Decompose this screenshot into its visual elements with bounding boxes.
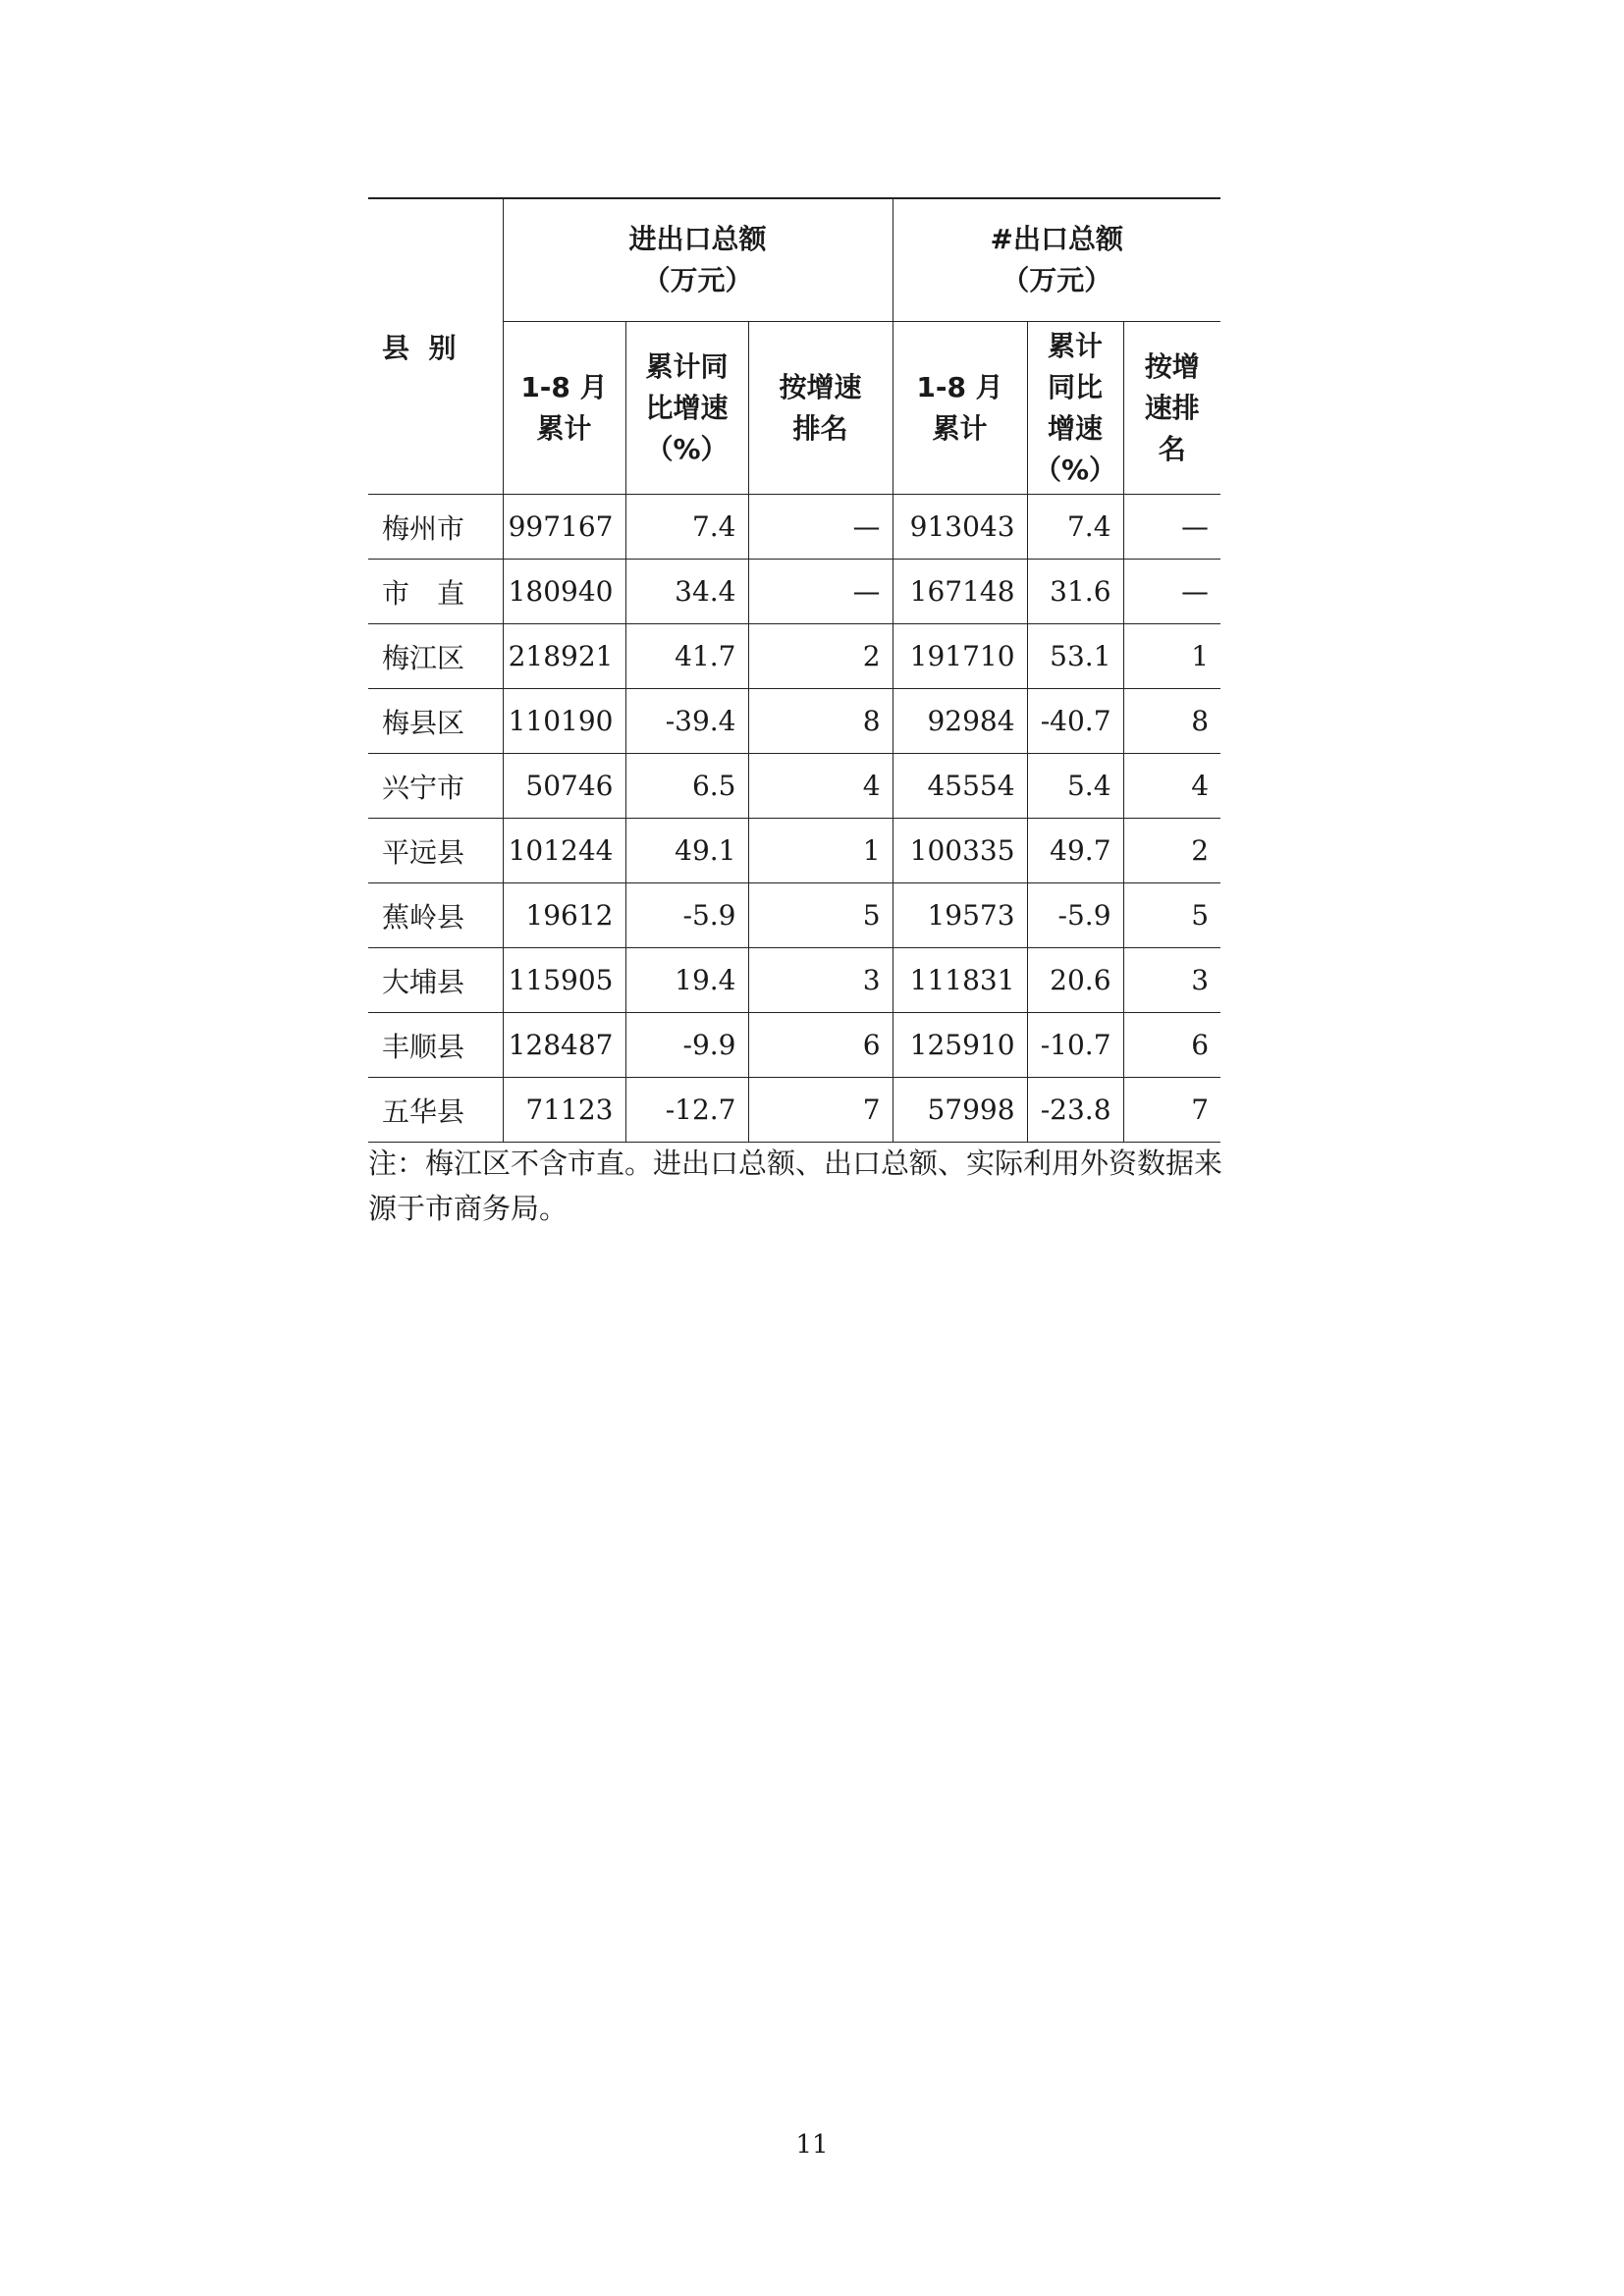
county-cell: 大埔县: [368, 948, 503, 1013]
ie-growth-cell: 19.4: [625, 948, 748, 1013]
table-row: [368, 560, 1220, 624]
group2-unit: （万元）: [1001, 264, 1112, 296]
ex-total-cell: 167148: [893, 560, 1027, 624]
ex-growth-cell: 31.6: [1027, 560, 1123, 624]
ex-growth-header: 累计 同比 增速 （%）: [1027, 322, 1123, 495]
ie-total-cell: 115905: [503, 948, 625, 1013]
ie-total-cell: 71123: [503, 1078, 625, 1143]
ie-rank-header: 按增速 排名: [748, 322, 893, 495]
ie-rank-cell: 8: [748, 689, 893, 754]
ex-growth-cell: -5.9: [1027, 883, 1123, 948]
table-row: [368, 754, 1220, 819]
ex-growth-cell: 49.7: [1027, 819, 1123, 883]
ex-total-cell: 19573: [893, 883, 1027, 948]
table-row: [368, 883, 1220, 948]
ie-rank-cell: 2: [748, 624, 893, 689]
ex-rank-cell: 8: [1123, 689, 1220, 754]
ex-growth-cell: 53.1: [1027, 624, 1123, 689]
ex-total-cell: 111831: [893, 948, 1027, 1013]
county-cell: 蕉岭县: [368, 883, 503, 948]
group-import-export-header: [503, 198, 893, 322]
ie-total-cell: 19612: [503, 883, 625, 948]
ie-total-cell: 218921: [503, 624, 625, 689]
ex-rank-cell: 3: [1123, 948, 1220, 1013]
ie-growth-cell: 49.1: [625, 819, 748, 883]
ex-cumulative-header: 1-8 月 累计: [893, 322, 1027, 495]
ie-growth-header: 累计同 比增速 （%）: [625, 322, 748, 495]
trade-stats-table: [368, 197, 1220, 1143]
group-export-header: [893, 198, 1220, 322]
county-cell: 五华县: [368, 1078, 503, 1143]
county-header: 县 别: [368, 198, 503, 495]
ie-cumulative-header: 1-8 月 累计: [503, 322, 625, 495]
ie-rank-cell: —: [748, 495, 893, 560]
table-row: [368, 948, 1220, 1013]
ex-growth-cell: 20.6: [1027, 948, 1123, 1013]
ex-total-cell: 125910: [893, 1013, 1027, 1078]
county-cell: 梅江区: [368, 624, 503, 689]
page-number: 11: [795, 2130, 829, 2160]
ex-total-cell: 100335: [893, 819, 1027, 883]
ie-rank-cell: 6: [748, 1013, 893, 1078]
ie-total-cell: 101244: [503, 819, 625, 883]
ie-rank-cell: 4: [748, 754, 893, 819]
county-cell: 平远县: [368, 819, 503, 883]
county-cell: 梅州市: [368, 495, 503, 560]
county-cell: 兴宁市: [368, 754, 503, 819]
county-cell: 梅县区: [368, 689, 503, 754]
ex-growth-cell: 7.4: [1027, 495, 1123, 560]
table-row: [368, 1013, 1220, 1078]
ex-growth-cell: -10.7: [1027, 1013, 1123, 1078]
ie-total-cell: 110190: [503, 689, 625, 754]
ie-growth-cell: 6.5: [625, 754, 748, 819]
ie-total-cell: 997167: [503, 495, 625, 560]
table-row: [368, 689, 1220, 754]
group1-unit: （万元）: [642, 264, 753, 296]
ex-total-cell: 45554: [893, 754, 1027, 819]
ex-rank-cell: —: [1123, 560, 1220, 624]
ie-rank-cell: 5: [748, 883, 893, 948]
ex-total-cell: 913043: [893, 495, 1027, 560]
ex-growth-cell: -40.7: [1027, 689, 1123, 754]
ex-total-cell: 92984: [893, 689, 1027, 754]
ie-total-cell: 180940: [503, 560, 625, 624]
ie-rank-cell: —: [748, 560, 893, 624]
ie-growth-cell: -39.4: [625, 689, 748, 754]
ie-rank-cell: 3: [748, 948, 893, 1013]
ex-rank-cell: 2: [1123, 819, 1220, 883]
county-cell: 市 直: [368, 560, 503, 624]
ex-rank-cell: 4: [1123, 754, 1220, 819]
ie-total-cell: 128487: [503, 1013, 625, 1078]
ex-rank-cell: 6: [1123, 1013, 1220, 1078]
table-row: [368, 819, 1220, 883]
group2-title: #出口总额: [990, 223, 1124, 255]
ex-rank-header: 按增 速排 名: [1123, 322, 1220, 495]
table-row: [368, 1078, 1220, 1143]
ie-growth-cell: 34.4: [625, 560, 748, 624]
ex-total-cell: 191710: [893, 624, 1027, 689]
ex-growth-cell: 5.4: [1027, 754, 1123, 819]
ie-growth-cell: -9.9: [625, 1013, 748, 1078]
ex-rank-cell: 1: [1123, 624, 1220, 689]
ex-rank-cell: 5: [1123, 883, 1220, 948]
group1-title: 进出口总额: [628, 223, 767, 255]
ie-growth-cell: -12.7: [625, 1078, 748, 1143]
ex-growth-cell: -23.8: [1027, 1078, 1123, 1143]
ie-rank-cell: 1: [748, 819, 893, 883]
table-row: [368, 624, 1220, 689]
ie-rank-cell: 7: [748, 1078, 893, 1143]
table-note: 注：梅江区不含市直。进出口总额、出口总额、实际利用外资数据来源于市商务局。: [368, 1147, 1223, 1225]
ex-rank-cell: 7: [1123, 1078, 1220, 1143]
ex-rank-cell: —: [1123, 495, 1220, 560]
table-row: [368, 495, 1220, 560]
ex-total-cell: 57998: [893, 1078, 1027, 1143]
ie-growth-cell: 7.4: [625, 495, 748, 560]
ie-total-cell: 50746: [503, 754, 625, 819]
county-cell: 丰顺县: [368, 1013, 503, 1078]
ie-growth-cell: -5.9: [625, 883, 748, 948]
ie-growth-cell: 41.7: [625, 624, 748, 689]
